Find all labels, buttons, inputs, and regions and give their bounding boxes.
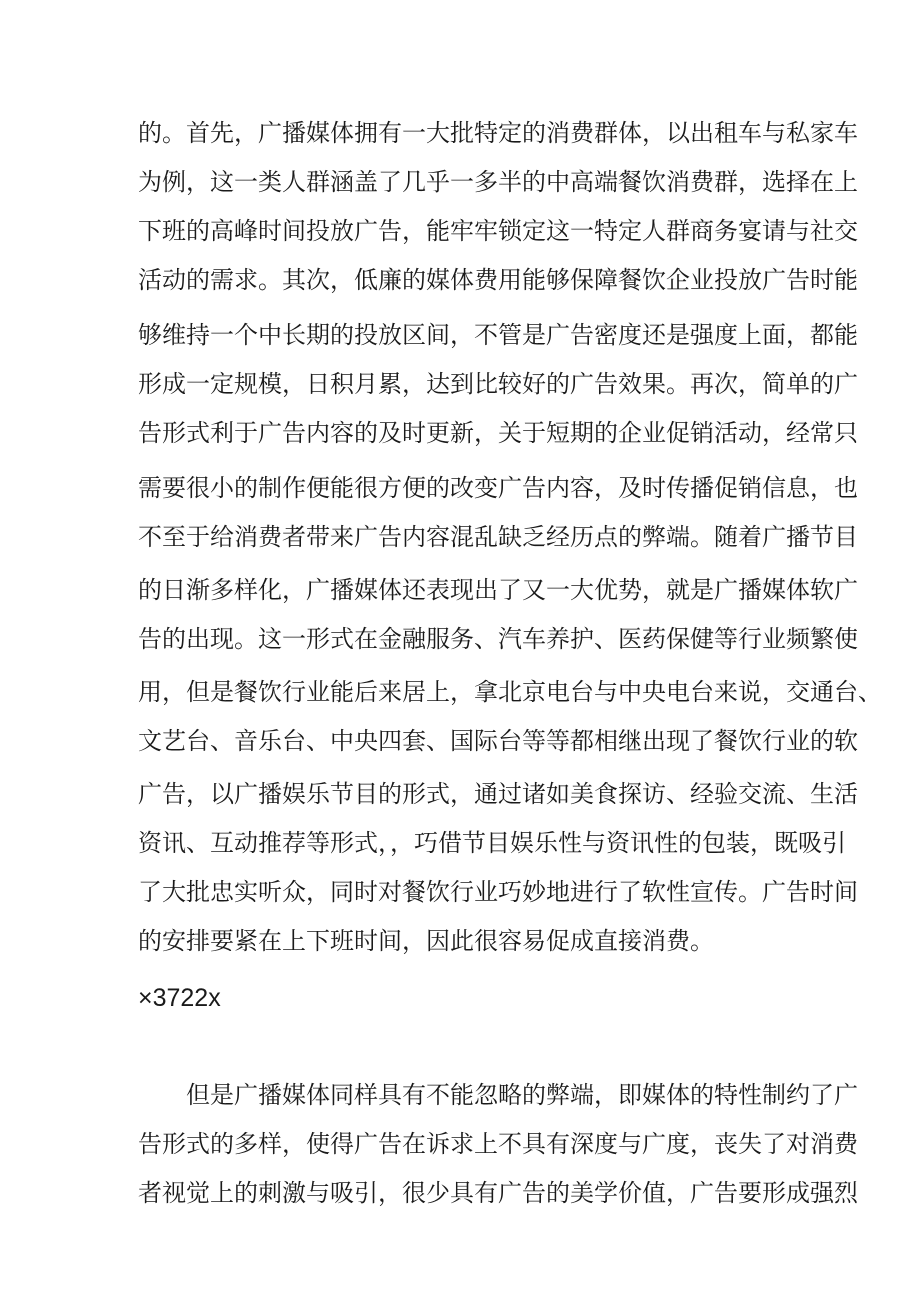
paragraph-1-line: 下班的高峰时间投放广告，能牢牢锁定这一特定人群商务宴请与社交 bbox=[138, 217, 858, 245]
paragraph-1-line: 用，但是餐饮行业能后来居上，拿北京电台与中央电台来说，交通台、 bbox=[138, 678, 882, 706]
paragraph-1-line: 活动的需求。其次，低廉的媒体费用能够保障餐饮企业投放广告时能 bbox=[138, 266, 858, 294]
paragraph-1-line: 的安排要紧在上下班时间，因此很容易促成直接消费。 bbox=[138, 927, 714, 955]
paragraph-1-line: 的。首先，广播媒体拥有一大批特定的消费群体，以出租车与私家车 bbox=[138, 119, 858, 147]
paragraph-1-line: 够维持一个中长期的投放区间，不管是广告密度还是强度上面，都能 bbox=[138, 321, 858, 349]
paragraph-1-line: 需要很小的制作便能很方便的改变广告内容，及时传播促销信息，也 bbox=[138, 474, 858, 502]
paragraph-1-line: 不至于给消费者带来广告内容混乱缺乏经历点的弊端。随着广播节目 bbox=[138, 523, 858, 551]
paragraph-1-line: 文艺台、音乐台、中央四套、国际台等等都相继出现了餐饮行业的软 bbox=[138, 727, 858, 755]
paragraph-1-line: 为例，这一类人群涵盖了几乎一多半的中高端餐饮消费群，选择在上 bbox=[138, 168, 858, 196]
paragraph-1-line: 资讯、互动推荐等形式，，巧借节目娱乐性与资讯性的包装，既吸引 bbox=[138, 829, 846, 857]
paragraph-1-line: 的日渐多样化，广播媒体还表现出了又一大优势，就是广播媒体软广 bbox=[138, 576, 858, 604]
paragraph-1-line: 了大批忠实听众，同时对餐饮行业巧妙地进行了软性宣传。广告时间 bbox=[138, 878, 858, 906]
page-marker: ×3722x bbox=[138, 984, 221, 1012]
paragraph-1-line: 形成一定规模，日积月累，达到比较好的广告效果。再次，简单的广 bbox=[138, 370, 858, 398]
paragraph-2-line: 告形式的多样，使得广告在诉求上不具有深度与广度，丧失了对消费 bbox=[138, 1130, 858, 1158]
paragraph-2-line: 但是广播媒体同样具有不能忽略的弊端，即媒体的特性制约了广 bbox=[138, 1081, 858, 1109]
paragraph-1-line: 告形式利于广告内容的及时更新，关于短期的企业促销活动，经常只 bbox=[138, 419, 858, 447]
paragraph-1-line: 告的出现。这一形式在金融服务、汽车养护、医药保健等行业频繁使 bbox=[138, 625, 858, 653]
paragraph-2-line: 者视觉上的刺激与吸引，很少具有广告的美学价值，广告要形成强烈 bbox=[138, 1179, 858, 1207]
paragraph-1-line: 广告，以广播娱乐节目的形式，通过诸如美食探访、经验交流、生活 bbox=[138, 780, 858, 808]
